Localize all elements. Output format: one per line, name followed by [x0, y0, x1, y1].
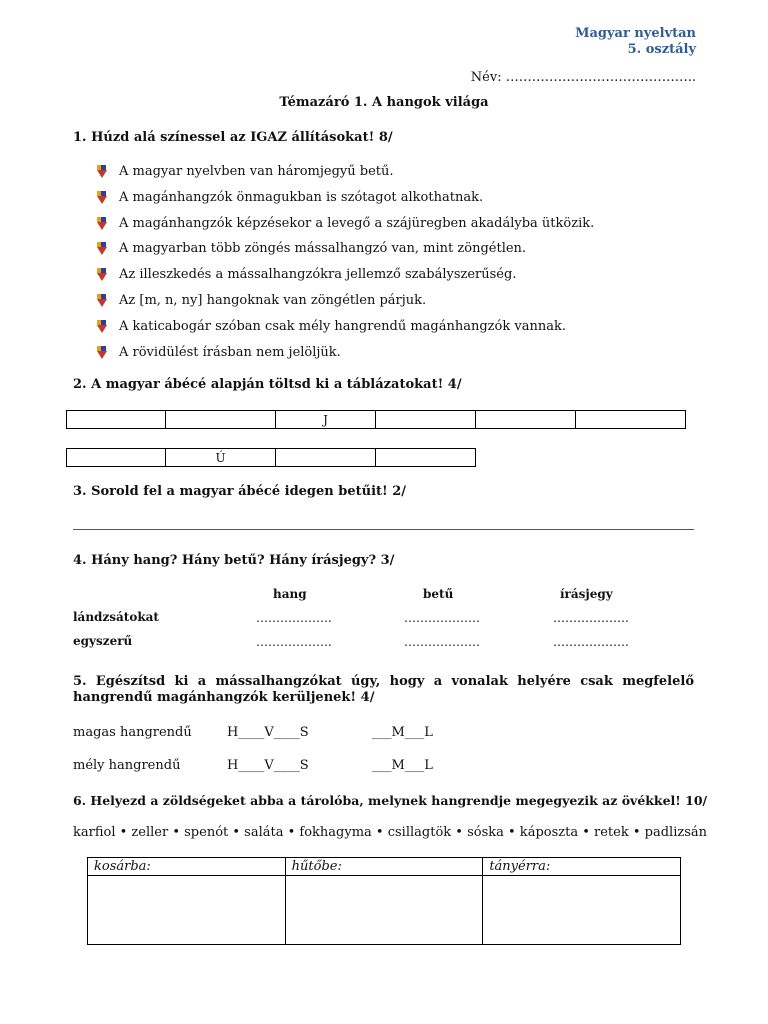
statement-item[interactable] [96, 292, 594, 318]
arrow-bullet-icon [96, 217, 108, 231]
arrow-bullet-icon [96, 294, 108, 308]
column-header-hang: hang [273, 587, 307, 601]
alphabet-cell[interactable] [67, 411, 166, 429]
alphabet-cell[interactable] [376, 449, 476, 467]
answer-blank[interactable]: ………………. [553, 611, 629, 625]
alphabet-cell[interactable] [166, 411, 276, 429]
alphabet-table-1 [66, 410, 686, 429]
question-4-prompt: 4. Hány hang? Hány betű? Hány írásjegy? 3/ [73, 553, 395, 568]
arrow-bullet-icon [96, 268, 108, 282]
arrow-bullet-icon [96, 346, 108, 360]
question-5-prompt: 5. Egészítsd ki a mássalhangzókat úgy, hogy a vonalak helyére csak megfelelő hangrendű magánhangzók kerüljenek! 4/ [73, 674, 694, 705]
statement-item[interactable] [96, 215, 594, 241]
alphabet-cell[interactable] [276, 449, 376, 467]
statement-item[interactable] [96, 189, 594, 215]
statement-list [96, 163, 594, 369]
subject-name: Magyar nyelvtan [575, 26, 696, 41]
arrow-bullet-icon [96, 320, 108, 334]
subject-header [575, 26, 696, 58]
statement-text: A katicabogár szóban csak mély hangrendű magánhangzók vannak. [119, 318, 566, 334]
bin-header-fridge: hűtőbe: [285, 858, 483, 876]
vowel-harmony-label: magas hangrendű [73, 725, 192, 740]
alphabet-table-2 [66, 448, 476, 467]
word-label: egyszerű [73, 634, 133, 648]
fill-pattern[interactable]: H____V____S [227, 758, 309, 773]
answer-line[interactable] [73, 529, 694, 530]
vegetable-list: karfiol • zeller • spenót • saláta • fokhagyma • csillagtök • sóska • káposzta • retek • padlizsán [73, 825, 708, 840]
answer-blank[interactable]: ………………. [404, 611, 480, 625]
question-6-prompt: 6. Helyezd a zöldségeket abba a tárolóba, melynek hangrendje megegyezik az övékkel! 10/ [73, 793, 708, 808]
name-field-line[interactable]: Név: …………………………………….. [470, 70, 696, 85]
statement-item[interactable] [96, 266, 594, 292]
arrow-bullet-icon [96, 165, 108, 179]
fill-pattern[interactable]: ___M___L [372, 725, 433, 740]
question-2-prompt: 2. A magyar ábécé alapján töltsd ki a táblázatokat! 4/ [73, 377, 462, 392]
statement-item[interactable] [96, 318, 594, 344]
statement-text: A rövidülést írásban nem jelöljük. [119, 344, 341, 360]
storage-table [87, 857, 681, 945]
question-1-prompt: 1. Húzd alá színessel az IGAZ állításokat! 8/ [73, 130, 393, 145]
alphabet-cell[interactable] [67, 449, 166, 467]
alphabet-cell[interactable]: J [276, 411, 376, 429]
bin-answer-cell[interactable] [285, 876, 483, 945]
answer-blank[interactable]: ………………. [256, 635, 332, 649]
statement-item[interactable] [96, 163, 594, 189]
statement-item[interactable] [96, 240, 594, 266]
page-title: Témazáró 1. A hangok világa [279, 95, 489, 110]
answer-blank[interactable]: ………………. [256, 611, 332, 625]
alphabet-cell[interactable] [476, 411, 576, 429]
bin-header-plate: tányérra: [483, 858, 681, 876]
column-header-betu: betű [423, 587, 454, 601]
statement-text: Az illeszkedés a mássalhangzókra jellemző szabályszerűség. [119, 267, 517, 283]
alphabet-cell[interactable] [576, 411, 686, 429]
word-label: lándzsátokat [73, 610, 159, 624]
answer-blank[interactable]: ………………. [553, 635, 629, 649]
column-header-irasjegy: írásjegy [560, 587, 613, 601]
fill-pattern[interactable]: ___M___L [372, 758, 433, 773]
bin-answer-cell[interactable] [483, 876, 681, 945]
statement-item[interactable] [96, 344, 594, 370]
alphabet-cell[interactable]: Ú [166, 449, 276, 467]
bin-answer-cell[interactable] [88, 876, 286, 945]
statement-text: A magyar nyelvben van háromjegyű betű. [119, 164, 394, 179]
fill-pattern[interactable]: H____V____S [227, 725, 309, 740]
grade-label: 5. osztály [627, 42, 696, 57]
statement-text: Az [m, n, ny] hangoknak van zöngétlen párjuk. [119, 292, 427, 308]
question-3-prompt: 3. Sorold fel a magyar ábécé idegen betűit! 2/ [73, 484, 407, 499]
bin-header-basket: kosárba: [88, 858, 286, 876]
vowel-harmony-label: mély hangrendű [73, 758, 181, 773]
alphabet-cell[interactable] [376, 411, 476, 429]
statement-text: A magánhangzók képzésekor a levegő a szájüregben akadályba ütközik. [119, 215, 595, 231]
answer-blank[interactable]: ………………. [404, 635, 480, 649]
arrow-bullet-icon [96, 242, 108, 256]
statement-text: A magánhangzók önmagukban is szótagot alkothatnak. [119, 189, 484, 205]
arrow-bullet-icon [96, 191, 108, 205]
statement-text: A magyarban több zöngés mássalhangzó van, mint zöngétlen. [119, 241, 527, 257]
